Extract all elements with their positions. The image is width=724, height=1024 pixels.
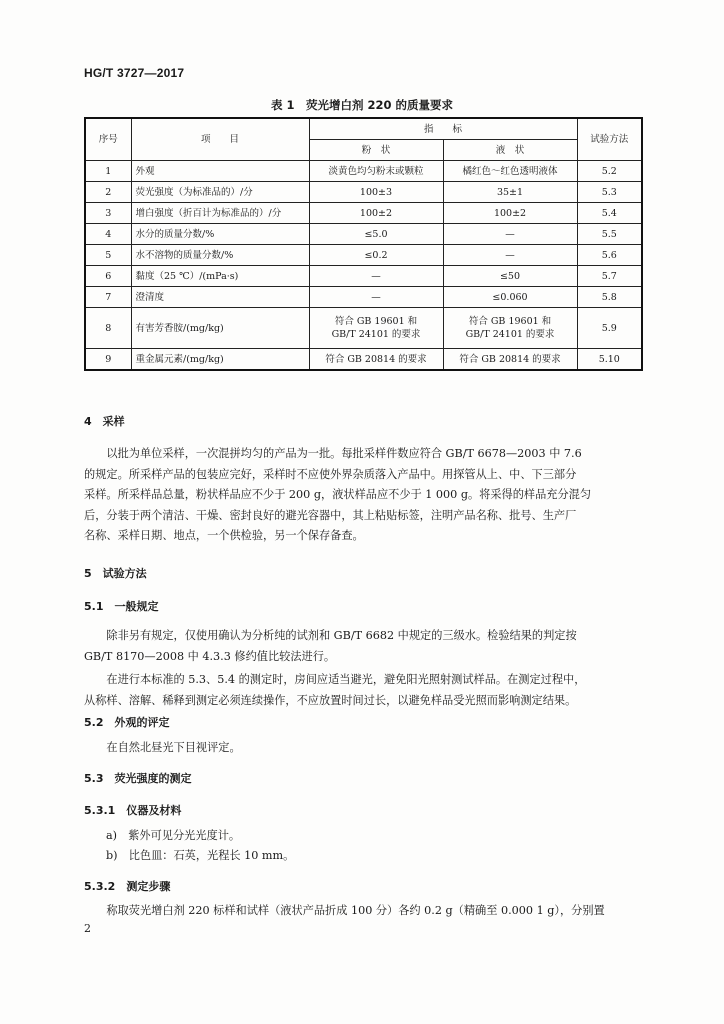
row-liquid: ≤50 bbox=[443, 266, 577, 287]
text-line: 后，分装于两个清洁、干燥、密封良好的避光容器中，其上粘贴标签，注明产品名称、批号、生产厂 bbox=[84, 508, 577, 522]
row-no: 2 bbox=[85, 182, 131, 203]
text-line: 在自然北昼光下目视评定。 bbox=[84, 741, 241, 754]
list-item: b) 比色皿：石英，光程长 10 mm。 bbox=[106, 849, 295, 862]
text-line: 除非另有规定，仅使用确认为分析纯的试剂和 GB/T 6682 中规定的三级水。检验结果的判定按 bbox=[84, 629, 577, 642]
row-powder: — bbox=[309, 287, 443, 308]
text-line: 名称、采样日期、地点，一个供检验，另一个保存备查。 bbox=[84, 529, 364, 542]
row-powder bbox=[309, 308, 443, 349]
row-liquid: 35±1 bbox=[443, 182, 577, 203]
section-5-2-body bbox=[84, 738, 640, 759]
row-method: 5.4 bbox=[577, 203, 642, 224]
table-row bbox=[85, 161, 642, 182]
section-5-3-heading: 5.3 荧光强度的测定 bbox=[84, 772, 192, 785]
row-method: 5.7 bbox=[577, 266, 642, 287]
row-powder: ≤5.0 bbox=[309, 224, 443, 245]
row-liquid: — bbox=[443, 245, 577, 266]
row-item: 黏度（25 ℃）/(mPa·s) bbox=[131, 266, 309, 287]
row-liquid bbox=[443, 308, 577, 349]
header-item: 项 目 bbox=[131, 118, 309, 161]
row-method: 5.5 bbox=[577, 224, 642, 245]
row-item: 澄清度 bbox=[131, 287, 309, 308]
row-powder-line: GB/T 24101 的要求 bbox=[331, 329, 421, 340]
row-liquid: 橘红色～红色透明液体 bbox=[443, 161, 577, 182]
table-header-row bbox=[85, 118, 642, 140]
section-5-2-heading: 5.2 外观的评定 bbox=[84, 716, 170, 729]
table-row bbox=[85, 245, 642, 266]
row-powder-line: 符合 GB 19601 和 bbox=[334, 316, 418, 327]
table-row bbox=[85, 182, 642, 203]
header-no: 序号 bbox=[85, 118, 131, 161]
header-index: 指 标 bbox=[309, 118, 577, 140]
table-row bbox=[85, 349, 642, 371]
row-no: 9 bbox=[85, 349, 131, 371]
row-method: 5.2 bbox=[577, 161, 642, 182]
row-no: 5 bbox=[85, 245, 131, 266]
row-method: 5.8 bbox=[577, 287, 642, 308]
text-line: GB/T 8170—2008 中 4.3.3 修约值比较法进行。 bbox=[84, 649, 336, 663]
row-liquid-line: GB/T 24101 的要求 bbox=[465, 329, 555, 340]
section-5-1-para-1 bbox=[84, 626, 640, 667]
table-row bbox=[85, 224, 642, 245]
quality-requirements-table bbox=[84, 117, 643, 371]
section-4-body bbox=[84, 444, 640, 547]
row-no: 7 bbox=[85, 287, 131, 308]
header-liquid: 液 状 bbox=[443, 140, 577, 161]
row-powder: 100±3 bbox=[309, 182, 443, 203]
standard-code-header: HG/T 3727—2017 bbox=[84, 66, 185, 80]
table-row bbox=[85, 266, 642, 287]
section-5-3-2-body bbox=[84, 901, 640, 922]
section-5-heading: 5 试验方法 bbox=[84, 567, 147, 580]
instrument-list bbox=[106, 826, 294, 866]
row-powder: 淡黄色均匀粉末或颗粒 bbox=[309, 161, 443, 182]
header-method: 试验方法 bbox=[577, 118, 642, 161]
section-4-heading: 4 采样 bbox=[84, 415, 125, 428]
row-no: 1 bbox=[85, 161, 131, 182]
text-line: 从称样、溶解、稀释到测定必须连续操作，不应放置时间过长，以避免样品受光照而影响测定结果。 bbox=[84, 693, 577, 707]
text-line: 以批为单位采样，一次混拼均匀的产品为一批。每批采样件数应符合 GB/T 6678—2003 中 7.6 bbox=[84, 447, 582, 460]
row-liquid: — bbox=[443, 224, 577, 245]
row-item: 增白强度（折百计为标准品的）/分 bbox=[131, 203, 309, 224]
row-method: 5.10 bbox=[577, 349, 642, 371]
row-method: 5.3 bbox=[577, 182, 642, 203]
section-5-1-heading: 5.1 一般规定 bbox=[84, 600, 159, 613]
header-powder: 粉 状 bbox=[309, 140, 443, 161]
text-line: 采样。所采样品总量，粉状样品应不少于 200 g，液状样品应不少于 1 000 g。将采得的样品充分混匀 bbox=[84, 488, 592, 501]
row-no: 8 bbox=[85, 308, 131, 349]
table-title: 表 1 荧光增白剂 220 的质量要求 bbox=[270, 98, 454, 112]
row-liquid: ≤0.060 bbox=[443, 287, 577, 308]
list-item: a) 紫外可见分光光度计。 bbox=[106, 829, 241, 842]
row-item: 荧光强度（为标准品的）/分 bbox=[131, 182, 309, 203]
row-item: 有害芳香胺/(mg/kg) bbox=[131, 308, 309, 349]
row-no: 4 bbox=[85, 224, 131, 245]
row-item: 水不溶物的质量分数/% bbox=[131, 245, 309, 266]
section-5-3-2-heading: 5.3.2 测定步骤 bbox=[84, 880, 171, 893]
row-liquid: 符合 GB 20814 的要求 bbox=[443, 349, 577, 371]
row-powder: — bbox=[309, 266, 443, 287]
row-method: 5.9 bbox=[577, 308, 642, 349]
row-item: 水分的质量分数/% bbox=[131, 224, 309, 245]
row-item: 重金属元素/(mg/kg) bbox=[131, 349, 309, 371]
section-5-3-1-heading: 5.3.1 仪器及材料 bbox=[84, 804, 182, 817]
table-row bbox=[85, 287, 642, 308]
row-no: 3 bbox=[85, 203, 131, 224]
row-item: 外观 bbox=[131, 161, 309, 182]
row-liquid: 100±2 bbox=[443, 203, 577, 224]
table-row bbox=[85, 203, 642, 224]
row-no: 6 bbox=[85, 266, 131, 287]
page-number: 2 bbox=[84, 922, 91, 935]
text-line: 的规定。所采样产品的包装应完好，采样时不应使外界杂质落入产品中。用探管从上、中、下三部分 bbox=[84, 467, 577, 481]
row-powder: 100±2 bbox=[309, 203, 443, 224]
section-5-1-para-2 bbox=[84, 670, 640, 711]
row-method: 5.6 bbox=[577, 245, 642, 266]
row-liquid-line: 符合 GB 19601 和 bbox=[468, 316, 552, 327]
text-line: 在进行本标准的 5.3、5.4 的测定时，房间应适当避光，避免阳光照射测试样品。在测定过程中， bbox=[84, 673, 586, 686]
row-powder: 符合 GB 20814 的要求 bbox=[309, 349, 443, 371]
table-row bbox=[85, 308, 642, 349]
text-line: 称取荧光增白剂 220 标样和试样（液状产品折成 100 分）各约 0.2 g（精确至 0.000 1 g），分别置 bbox=[84, 904, 605, 917]
row-powder: ≤0.2 bbox=[309, 245, 443, 266]
